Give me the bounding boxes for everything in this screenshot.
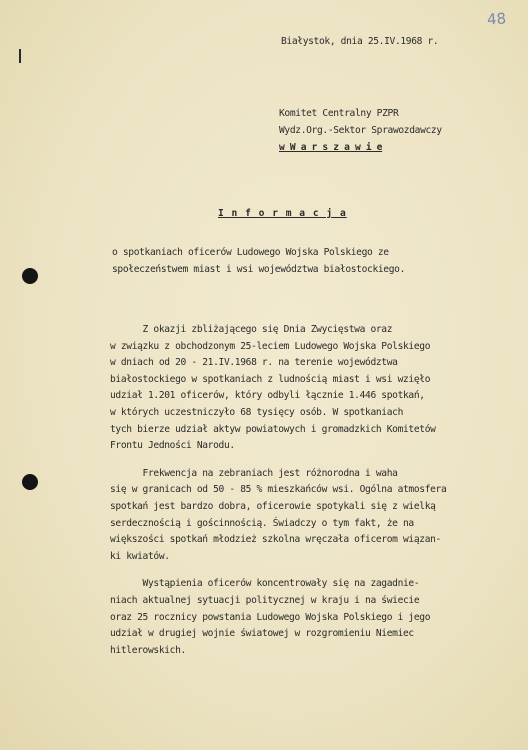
body-line: w których uczestniczyło 68 tysięcy osób. W spotkaniach xyxy=(110,406,404,418)
subject-line: społeczeństwem miast i wsi województwa białostockiego. xyxy=(112,263,406,275)
recipient-line: Komitet Centralny PZPR xyxy=(279,108,399,119)
body-line: udział 1.201 oficerów, który odbyli łącznie 1.446 spotkań, xyxy=(110,390,425,402)
punch-hole-bottom xyxy=(22,474,38,490)
recipient-city: w W a r s z a w i e xyxy=(279,141,383,153)
body-line: w dniach od 20 - 21.IV.1968 r. na terenie województwa xyxy=(110,357,398,369)
body-line: hitlerowskich. xyxy=(110,644,186,656)
punch-hole-top xyxy=(22,268,38,284)
margin-mark xyxy=(19,49,21,63)
body-line: udział w drugiej wojnie światowej w rozgromieniu Niemiec xyxy=(110,628,414,640)
date-line: Białystok, dnia 25.IV.1968 r. xyxy=(281,36,439,47)
body-line: tych bierze udział aktyw powiatowych i gromadzkich Komitetów xyxy=(110,423,436,435)
body-line: Wystąpienia oficerów koncentrowały się na zagadnie- xyxy=(110,578,420,590)
document-title: I n f o r m a c j a xyxy=(218,208,347,219)
body-line: się w granicach od 50 - 85 % mieszkańców wsi. Ogólna atmosfera xyxy=(110,484,447,496)
page-number: 48 xyxy=(486,9,507,29)
body-line: niach aktualnej sytuacji politycznej w kraju i na świecie xyxy=(110,594,420,606)
body-line: Frekwencja na zebraniach jest różnorodna i waha xyxy=(110,467,398,479)
body-paragraph xyxy=(110,322,446,455)
body-line: Frontu Jedności Narodu. xyxy=(110,440,235,452)
body-line: spotkań jest bardzo dobra, oficerowie spotykali się z wielką xyxy=(110,500,436,512)
subject-block xyxy=(112,245,405,279)
recipient-block xyxy=(279,106,442,156)
body-line: białostockiego w spotkaniach z ludnością miast i wsi wzięło xyxy=(110,373,431,385)
subject-line: o spotkaniach oficerów Ludowego Wojska Polskiego ze xyxy=(112,247,389,258)
body-paragraph xyxy=(110,576,446,659)
body-paragraph xyxy=(110,466,446,566)
body-line: większości spotkań młodzież szkolna wręczała oficerom wiązan- xyxy=(110,534,441,546)
recipient-line: Wydz.Org.-Sektor Sprawozdawczy xyxy=(279,124,442,136)
body-line: serdecznością i gościnnością. Świadczy o tym fakt, że na xyxy=(110,517,414,529)
body-line: ki kwiatów. xyxy=(110,550,170,562)
body-line: Z okazji zbliżającego się Dnia Zwycięstwa oraz xyxy=(110,324,393,335)
body-text xyxy=(110,322,446,670)
body-line: oraz 25 rocznicy powstania Ludowego Wojska Polskiego i jego xyxy=(110,611,431,623)
body-line: w związku z obchodzonym 25-leciem Ludowego Wojska Polskiego xyxy=(110,340,431,352)
